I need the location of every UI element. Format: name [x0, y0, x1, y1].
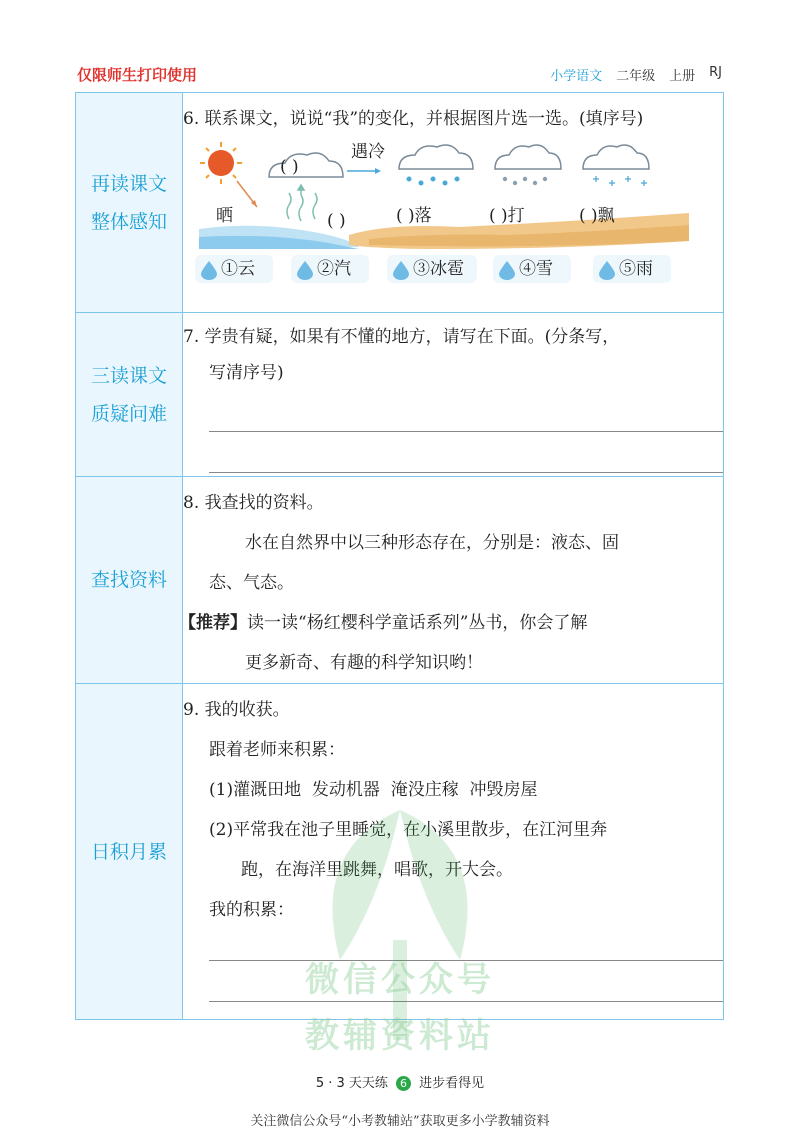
question-6: 6. 联系课文，说说“我”的变化，并根据图片选一选。(填序号): [183, 109, 644, 129]
label-line: 质疑问难: [90, 402, 167, 425]
term-label: 上册: [669, 69, 696, 84]
blank-cloud[interactable]: ( ): [280, 157, 299, 177]
section-row-8: [76, 477, 724, 684]
recommend-text-line2: 更多新奇、有趣的科学知识哟！: [245, 653, 483, 673]
bottom-note: 关注微信公众号“小考教辅站”获取更多小学教辅资料: [250, 1114, 550, 1129]
label-line: 整体感知: [90, 210, 167, 233]
section-row-6: [76, 93, 724, 313]
snow-cloud-icon: [583, 145, 649, 169]
resource-text-line2: 态、气态。: [209, 573, 294, 593]
label-line: 查找资料: [90, 569, 167, 591]
section-content-7: [183, 313, 724, 477]
water-drop-icon: [296, 260, 314, 280]
section-content-6: [183, 93, 724, 313]
option-label: ⑤雨: [619, 259, 653, 279]
footer-right: 进步看得见: [419, 1076, 485, 1091]
recommendation: [179, 603, 723, 643]
page-number-badge: 6: [396, 1076, 411, 1091]
water-drop-icon: [200, 260, 218, 280]
my-accumulation-label: 我的积累：: [209, 900, 294, 920]
question-7-line1: 7. 学贵有疑，如果有不懂的地方，请写在下面。(分条写，: [183, 327, 620, 347]
recommend-text: 读一读“杨红樱科学童话系列”丛书，你会了解: [247, 613, 588, 633]
option-cloud: [195, 255, 273, 283]
section-label-6: [76, 93, 183, 313]
page-footer: [0, 1072, 800, 1091]
cold-label: 遇冷: [351, 142, 385, 162]
subject-label: 小学语文: [550, 69, 603, 84]
label-line: 再读课文: [90, 172, 167, 195]
label-line: 日积月累: [90, 840, 167, 863]
accumulate-item-2-line1: (2)平常我在池子里睡觉，在小溪里散步，在江河里奔: [209, 820, 608, 840]
answer-line[interactable]: [209, 391, 723, 432]
option-hail: [387, 255, 477, 283]
question-8: 8. 我查找的资料。: [183, 493, 324, 513]
watermark-line2: 教辅资料站: [305, 1016, 495, 1056]
blank-float[interactable]: ( )飘: [579, 206, 615, 226]
water-cycle-illustration: [199, 137, 689, 297]
water-drop-icon: [598, 260, 616, 280]
option-label: ①云: [221, 259, 255, 279]
footer-left: 5 · 3 天天练: [315, 1076, 388, 1091]
blank-fall[interactable]: ( )落: [396, 206, 432, 226]
option-vapor: [291, 255, 369, 283]
watermark-line1: 微信公众号: [305, 960, 495, 1000]
section-label-8: [76, 477, 183, 684]
accumulate-item-1: (1)灌溉田地 发动机器 淹没庄稼 冲毁房屋: [209, 780, 538, 800]
option-snow: [493, 255, 571, 283]
resource-text-line1: 水在自然界中以三种形态存在，分别是：液态、固: [245, 533, 619, 553]
label-line: 三读课文: [90, 364, 167, 387]
grade-label: 二年级: [616, 69, 656, 84]
worksheet-table: [75, 92, 724, 1020]
print-notice: 仅限师生打印使用: [77, 66, 198, 84]
blank-hit[interactable]: ( )打: [489, 206, 525, 226]
section-label-7: [76, 313, 183, 477]
question-7-line2: 写清序号): [209, 363, 284, 383]
water-drop-icon: [392, 260, 410, 280]
accumulate-intro: 跟着老师来积累：: [209, 740, 345, 760]
section-content-8: [179, 477, 724, 684]
option-label: ③冰雹: [413, 259, 464, 279]
water-drop-icon: [498, 260, 516, 280]
sun-icon: [200, 142, 242, 184]
option-label: ②汽: [317, 259, 351, 279]
sun-label: 晒: [216, 206, 233, 226]
question-9: 9. 我的收获。: [183, 700, 290, 720]
accumulate-item-2-line2: 跑，在海洋里跳舞，唱歌，开大会。: [241, 860, 513, 880]
section-row-7: [76, 313, 724, 477]
rain-cloud-icon: [399, 145, 473, 169]
hail-cloud-icon: [495, 145, 561, 169]
edition-label: RJ: [709, 65, 722, 80]
recommend-tag: 【推荐】: [179, 613, 247, 633]
option-rain: [593, 255, 671, 283]
option-label: ④雪: [519, 259, 553, 279]
book-info: [550, 65, 722, 84]
blank-vapor[interactable]: ( ): [327, 211, 346, 231]
answer-line[interactable]: [209, 432, 723, 473]
